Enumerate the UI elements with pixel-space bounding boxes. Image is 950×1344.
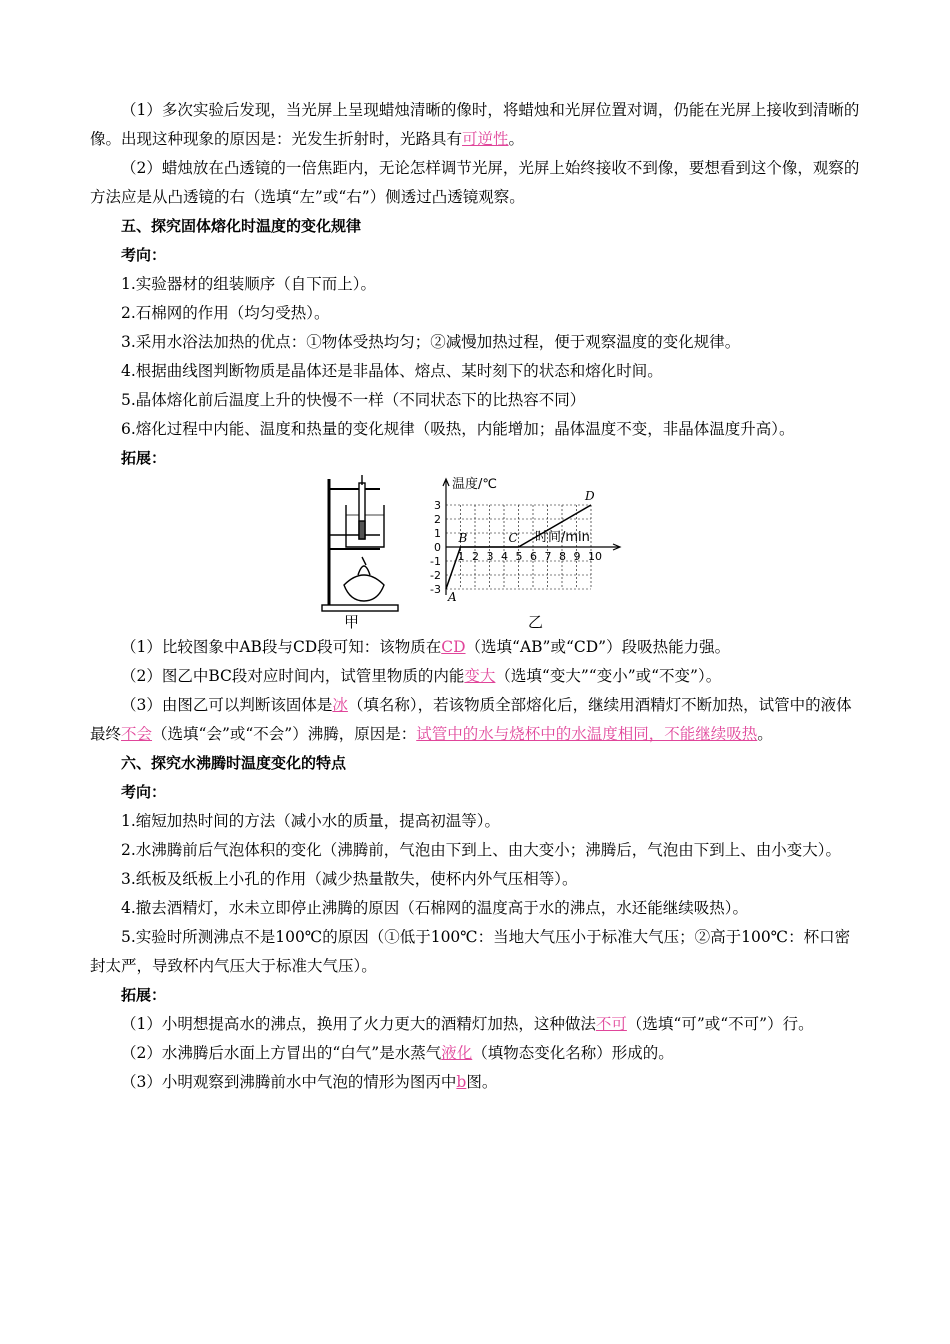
figure-row	[90, 473, 862, 633]
s6-question-2	[90, 1039, 862, 1068]
list-item: 4.根据曲线图判断物质是晶体还是非晶体、熔点、某时刻下的状态和熔化时间。	[121, 362, 663, 380]
x-tick-label: 7	[544, 550, 552, 563]
question-text: （3）小明观察到沸腾前水中气泡的情形为图丙中	[121, 1073, 457, 1091]
x-tick-label: 10	[588, 550, 602, 563]
list-item: 2.水沸腾前后气泡体积的变化（沸腾前，气泡由下到上、由大变小；沸腾后，气泡由下到上、由小变大）。	[121, 841, 842, 859]
apparatus-figure-jia	[318, 475, 408, 627]
x-tick-label: 9	[573, 550, 581, 563]
s6-question-3	[90, 1068, 862, 1097]
question-text: （1）多次实验后发现，当光屏上呈现蜡烛清晰的像时，将蜡烛和光屏位置对调，仍能在光屏上接收到清晰的像。出现这种现象的原因是：光发生折射时，光路具有	[90, 101, 860, 148]
x-tick-label: 8	[559, 550, 566, 563]
list-item: 1.缩短加热时间的方法（减小水的质量，提高初温等）。	[121, 812, 501, 830]
question-text: （选填“会”或“不会”）沸腾，原因是：	[152, 725, 417, 743]
list-item: 5.晶体熔化前后温度上升的快慢不一样（不同状态下的比热容不同）	[121, 391, 586, 409]
list-item: 3.纸板及纸板上小孔的作用（减少热量散失，使杯内外气压相等）。	[121, 870, 578, 888]
temperature-time-chart	[420, 475, 670, 611]
section-5-title: 五、探究固体熔化时温度的变化规律	[121, 217, 362, 235]
x-tick-label: 5	[515, 550, 523, 563]
figure-label-jia: 甲	[344, 613, 360, 631]
alcohol-lamp	[344, 575, 384, 601]
figure-label-yi: 乙	[528, 613, 544, 631]
y-tick-label: -3	[430, 583, 441, 596]
solid-sample	[359, 521, 365, 539]
list-item: 6.熔化过程中内能、温度和热量的变化规律（吸热，内能增加；晶体温度不变，非晶体温度升高）。	[121, 420, 795, 438]
question-text: （1）比较图象中AB段与CD段可知：该物质在	[121, 638, 442, 656]
y-tick-label: 1	[434, 527, 441, 540]
question-text: （选填“变大”“变小”或“不变”）。	[495, 667, 722, 685]
answer: 不可	[595, 1015, 627, 1033]
answer: 可逆性	[462, 130, 509, 148]
document-page	[90, 96, 862, 1097]
flame	[358, 566, 370, 575]
answer: b	[456, 1073, 467, 1091]
question-text: （填名称），若该物质全部熔化后，继续用酒精灯不断加热，试管中的液体最终	[90, 696, 852, 743]
x-tick-label: 3	[486, 550, 494, 563]
answer: CD	[441, 638, 466, 656]
list-item: 4.撤去酒精灯，水未立即停止沸腾的原因（石棉网的温度高于水的沸点，水还能继续吸热）。	[121, 899, 749, 917]
answer: 变大	[464, 667, 496, 685]
y-tick-label: 3	[434, 499, 441, 512]
list-item: 3.采用水浴法加热的优点：①物体受热均匀；②减慢加热过程，便于观察温度的变化规律。	[121, 333, 741, 351]
tuozhan-label: 拓展：	[121, 449, 167, 467]
y-tick-label: 0	[434, 541, 441, 554]
s5-question-1	[90, 633, 862, 662]
answer: 液化	[441, 1044, 473, 1062]
question-text: （3）由图乙可以判断该固体是	[121, 696, 333, 714]
question-text: 图。	[466, 1073, 498, 1091]
list-item: 1.实验器材的组装顺序（自下而上）。	[121, 275, 377, 293]
question-text: （选填“可”或“不可”）行。	[626, 1015, 814, 1033]
question-text: （选填“AB”或“CD”）段吸热能力强。	[465, 638, 731, 656]
question-text: （填物态变化名称）形成的。	[472, 1044, 674, 1062]
point-label: D	[585, 489, 595, 503]
x-tick-label: 1	[457, 550, 465, 563]
list-item: 5.实验时所测沸点不是100℃的原因（①低于100℃：当地大气压小于标准大气压；②高于100℃：杯口密封太严，导致杯内气压大于标准大气压）。	[90, 928, 851, 975]
answer: 试管中的水与烧杯中的水温度相同，不能继续吸热	[416, 725, 758, 743]
s5-question-2	[90, 662, 862, 691]
s4-question-2: （2）蜡烛放在凸透镜的一倍焦距内，无论怎样调节光屏，光屏上始终接收不到像，要想看到这个像，观察的方法应是从凸透镜的右（选填“左”或“右”）侧透过凸透镜观察。	[90, 159, 860, 206]
kaoxiang-label: 考向：	[121, 246, 167, 264]
s5-question-3	[90, 691, 862, 749]
section-6-title: 六、探究水沸腾时温度变化的特点	[121, 754, 347, 772]
question-text: （2）水沸腾后水面上方冒出的“白气”是水蒸气	[121, 1044, 442, 1062]
answer: 不会	[121, 725, 153, 743]
x-tick-label: 2	[472, 550, 479, 563]
s6-question-1	[90, 1010, 862, 1039]
stand-base	[322, 605, 398, 611]
question-text: 。	[757, 725, 773, 743]
s4-question-1	[90, 96, 862, 154]
point-label: C	[508, 531, 518, 545]
point-label: A	[448, 590, 457, 604]
question-text: （2）图乙中BC段对应时间内，试管里物质的内能	[121, 667, 465, 685]
y-tick-label: -2	[430, 569, 441, 582]
tuozhan-label: 拓展：	[121, 986, 167, 1004]
point-label: B	[458, 531, 468, 545]
kaoxiang-label: 考向：	[121, 783, 167, 801]
y-tick-label: 2	[434, 513, 441, 526]
y-axis-label: 温度/℃	[452, 477, 497, 492]
question-text: （1）小明想提高水的沸点，换用了火力更大的酒精灯加热，这种做法	[121, 1015, 596, 1033]
answer: 冰	[332, 696, 348, 714]
x-tick-label: 4	[501, 550, 508, 563]
y-tick-label: -1	[430, 555, 441, 568]
question-text: 。	[508, 130, 525, 148]
x-tick-label: 6	[530, 550, 537, 563]
x-axis-label: 时间/min	[535, 530, 590, 545]
list-item: 2.石棉网的作用（均匀受热）。	[121, 304, 330, 322]
